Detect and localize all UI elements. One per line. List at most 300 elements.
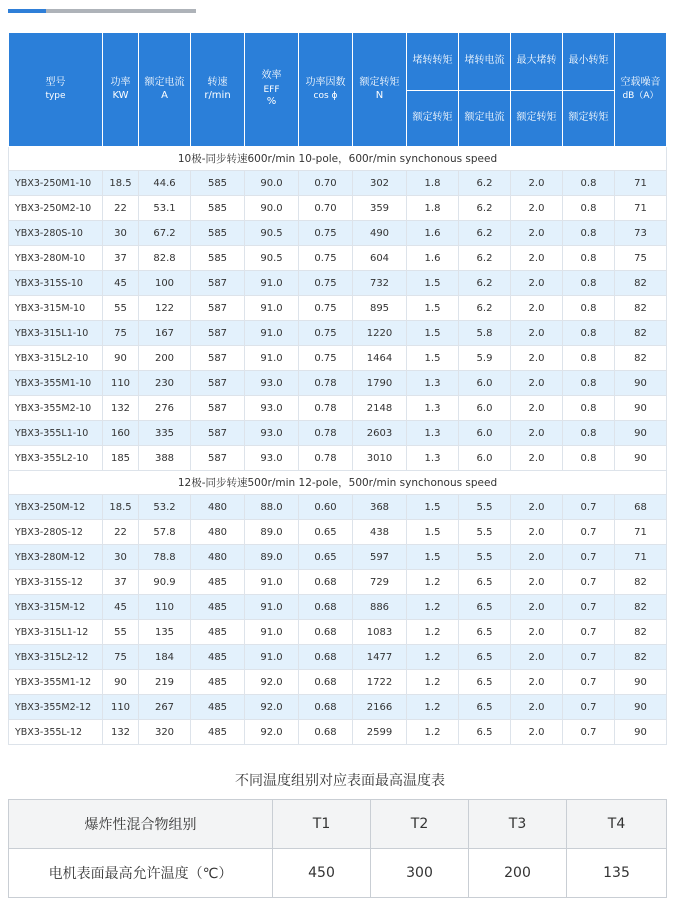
value-cell: 90 [103, 346, 139, 371]
value-cell: 90.5 [245, 221, 299, 246]
value-cell: 57.8 [139, 520, 191, 545]
model-cell: YBX3-355M1-12 [9, 670, 103, 695]
value-cell: 1722 [353, 670, 407, 695]
temp-cell: 电机表面最高允许温度（℃） [9, 849, 273, 898]
value-cell: 90 [615, 670, 667, 695]
value-cell: 0.8 [563, 246, 615, 271]
value-cell: 585 [191, 246, 245, 271]
value-cell: 895 [353, 296, 407, 321]
value-cell: 359 [353, 196, 407, 221]
decorative-top-bar [8, 8, 196, 14]
value-cell: 1.5 [407, 321, 459, 346]
value-cell: 1.2 [407, 595, 459, 620]
value-cell: 0.8 [563, 446, 615, 471]
value-cell: 1.3 [407, 421, 459, 446]
value-cell: 0.75 [299, 296, 353, 321]
value-cell: 2.0 [511, 421, 563, 446]
value-cell: 0.78 [299, 446, 353, 471]
value-cell: 1.5 [407, 296, 459, 321]
value-cell: 0.65 [299, 545, 353, 570]
temperature-table [8, 799, 667, 898]
table-row [9, 595, 667, 620]
value-cell: 18.5 [103, 171, 139, 196]
temp-cell: T3 [469, 800, 567, 849]
value-cell: 729 [353, 570, 407, 595]
table-row [9, 520, 667, 545]
value-cell: 2.0 [511, 595, 563, 620]
value-cell: 75 [103, 321, 139, 346]
value-cell: 0.68 [299, 670, 353, 695]
value-cell: 91.0 [245, 620, 299, 645]
value-cell: 587 [191, 446, 245, 471]
model-cell: YBX3-315S-10 [9, 271, 103, 296]
value-cell: 2.0 [511, 545, 563, 570]
value-cell: 71 [615, 545, 667, 570]
value-cell: 73 [615, 221, 667, 246]
model-cell: YBX3-280M-12 [9, 545, 103, 570]
value-cell: 587 [191, 346, 245, 371]
value-cell: 167 [139, 321, 191, 346]
model-cell: YBX3-250M-12 [9, 495, 103, 520]
value-cell: 0.8 [563, 371, 615, 396]
header-current: 额定电流 A [139, 33, 191, 147]
value-cell: 88.0 [245, 495, 299, 520]
value-cell: 90 [103, 670, 139, 695]
value-cell: 0.65 [299, 520, 353, 545]
value-cell: 2166 [353, 695, 407, 720]
value-cell: 89.0 [245, 545, 299, 570]
model-cell: YBX3-280S-10 [9, 221, 103, 246]
temp-cell: 135 [567, 849, 667, 898]
value-cell: 0.78 [299, 421, 353, 446]
value-cell: 30 [103, 221, 139, 246]
value-cell: 0.7 [563, 670, 615, 695]
value-cell: 2.0 [511, 196, 563, 221]
value-cell: 587 [191, 421, 245, 446]
header-power: 功率 KW [103, 33, 139, 147]
table-row [9, 371, 667, 396]
value-cell: 1.5 [407, 520, 459, 545]
value-cell: 6.5 [459, 595, 511, 620]
model-cell: YBX3-355L1-10 [9, 421, 103, 446]
value-cell: 485 [191, 570, 245, 595]
value-cell: 6.5 [459, 645, 511, 670]
value-cell: 368 [353, 495, 407, 520]
value-cell: 1790 [353, 371, 407, 396]
value-cell: 75 [615, 246, 667, 271]
value-cell: 2.0 [511, 246, 563, 271]
value-cell: 230 [139, 371, 191, 396]
value-cell: 490 [353, 221, 407, 246]
value-cell: 267 [139, 695, 191, 720]
header-locked-torque-ratio: 额定转矩 [407, 91, 459, 147]
value-cell: 91.0 [245, 570, 299, 595]
value-cell: 0.8 [563, 321, 615, 346]
value-cell: 82 [615, 296, 667, 321]
temp-cell: T1 [273, 800, 371, 849]
value-cell: 45 [103, 595, 139, 620]
value-cell: 6.5 [459, 620, 511, 645]
value-cell: 0.8 [563, 396, 615, 421]
value-cell: 2.0 [511, 695, 563, 720]
value-cell: 90 [615, 396, 667, 421]
accent-bar-gray [46, 9, 196, 13]
value-cell: 5.5 [459, 545, 511, 570]
temperature-value-row [9, 849, 667, 898]
value-cell: 2.0 [511, 296, 563, 321]
value-cell: 5.8 [459, 321, 511, 346]
value-cell: 90.0 [245, 171, 299, 196]
value-cell: 2.0 [511, 520, 563, 545]
value-cell: 68 [615, 495, 667, 520]
model-cell: YBX3-315L2-10 [9, 346, 103, 371]
model-cell: YBX3-315S-12 [9, 570, 103, 595]
value-cell: 37 [103, 570, 139, 595]
value-cell: 6.5 [459, 570, 511, 595]
model-cell: YBX3-280M-10 [9, 246, 103, 271]
value-cell: 587 [191, 396, 245, 421]
temperature-group-row [9, 800, 667, 849]
table-row [9, 171, 667, 196]
value-cell: 0.68 [299, 570, 353, 595]
value-cell: 0.60 [299, 495, 353, 520]
value-cell: 485 [191, 695, 245, 720]
value-cell: 2.0 [511, 371, 563, 396]
value-cell: 1083 [353, 620, 407, 645]
value-cell: 22 [103, 520, 139, 545]
value-cell: 1.5 [407, 271, 459, 296]
accent-bar-blue [8, 9, 46, 13]
value-cell: 100 [139, 271, 191, 296]
value-cell: 0.8 [563, 296, 615, 321]
value-cell: 0.7 [563, 720, 615, 745]
header-min-torque: 最小转矩 [563, 33, 615, 91]
value-cell: 0.70 [299, 171, 353, 196]
value-cell: 0.68 [299, 720, 353, 745]
value-cell: 0.7 [563, 595, 615, 620]
value-cell: 2.0 [511, 720, 563, 745]
value-cell: 5.9 [459, 346, 511, 371]
value-cell: 1.5 [407, 545, 459, 570]
value-cell: 485 [191, 645, 245, 670]
value-cell: 184 [139, 645, 191, 670]
value-cell: 0.7 [563, 545, 615, 570]
header-noise: 空载噪音 dB（A） [615, 33, 667, 147]
value-cell: 2.0 [511, 221, 563, 246]
table-row [9, 221, 667, 246]
table-row [9, 620, 667, 645]
table-row [9, 645, 667, 670]
value-cell: 302 [353, 171, 407, 196]
value-cell: 585 [191, 196, 245, 221]
value-cell: 2599 [353, 720, 407, 745]
value-cell: 2.0 [511, 321, 563, 346]
model-cell: YBX3-355L-12 [9, 720, 103, 745]
value-cell: 6.0 [459, 396, 511, 421]
value-cell: 587 [191, 271, 245, 296]
value-cell: 200 [139, 346, 191, 371]
value-cell: 91.0 [245, 271, 299, 296]
value-cell: 91.0 [245, 321, 299, 346]
value-cell: 22 [103, 196, 139, 221]
header-speed: 转速 r/min [191, 33, 245, 147]
value-cell: 91.0 [245, 645, 299, 670]
value-cell: 587 [191, 296, 245, 321]
value-cell: 6.2 [459, 171, 511, 196]
value-cell: 122 [139, 296, 191, 321]
value-cell: 110 [103, 695, 139, 720]
value-cell: 91.0 [245, 595, 299, 620]
table-row [9, 346, 667, 371]
value-cell: 6.0 [459, 421, 511, 446]
value-cell: 1.3 [407, 446, 459, 471]
value-cell: 0.75 [299, 271, 353, 296]
value-cell: 480 [191, 545, 245, 570]
value-cell: 0.68 [299, 695, 353, 720]
value-cell: 1.2 [407, 720, 459, 745]
value-cell: 185 [103, 446, 139, 471]
value-cell: 0.68 [299, 620, 353, 645]
value-cell: 82 [615, 620, 667, 645]
value-cell: 1.6 [407, 246, 459, 271]
value-cell: 6.5 [459, 720, 511, 745]
value-cell: 93.0 [245, 421, 299, 446]
value-cell: 1.6 [407, 221, 459, 246]
value-cell: 485 [191, 670, 245, 695]
temp-cell: 200 [469, 849, 567, 898]
value-cell: 219 [139, 670, 191, 695]
value-cell: 132 [103, 396, 139, 421]
value-cell: 135 [139, 620, 191, 645]
value-cell: 0.7 [563, 520, 615, 545]
value-cell: 6.2 [459, 221, 511, 246]
value-cell: 485 [191, 595, 245, 620]
value-cell: 44.6 [139, 171, 191, 196]
temperature-table-title: 不同温度组别对应表面最高温度表 [235, 773, 445, 789]
model-cell: YBX3-315L2-12 [9, 645, 103, 670]
spec-table-body [9, 147, 667, 745]
value-cell: 91.0 [245, 296, 299, 321]
value-cell: 2.0 [511, 495, 563, 520]
value-cell: 6.2 [459, 196, 511, 221]
table-row [9, 246, 667, 271]
value-cell: 90 [615, 720, 667, 745]
value-cell: 2.0 [511, 171, 563, 196]
table-row [9, 720, 667, 745]
value-cell: 90 [615, 371, 667, 396]
value-cell: 6.5 [459, 670, 511, 695]
value-cell: 1.3 [407, 371, 459, 396]
value-cell: 53.1 [139, 196, 191, 221]
table-row [9, 495, 667, 520]
model-cell: YBX3-315M-12 [9, 595, 103, 620]
value-cell: 3010 [353, 446, 407, 471]
table-row [9, 296, 667, 321]
value-cell: 1.5 [407, 495, 459, 520]
value-cell: 1.8 [407, 171, 459, 196]
header-locked-current: 堵转电流 [459, 33, 511, 91]
value-cell: 0.68 [299, 595, 353, 620]
value-cell: 587 [191, 321, 245, 346]
table-row [9, 695, 667, 720]
value-cell: 5.5 [459, 520, 511, 545]
model-cell: YBX3-355M2-10 [9, 396, 103, 421]
value-cell: 2.0 [511, 396, 563, 421]
value-cell: 585 [191, 171, 245, 196]
value-cell: 0.8 [563, 196, 615, 221]
model-cell: YBX3-250M2-10 [9, 196, 103, 221]
value-cell: 82 [615, 346, 667, 371]
value-cell: 1.2 [407, 670, 459, 695]
header-max-torque-ratio: 额定转矩 [511, 91, 563, 147]
value-cell: 2.0 [511, 670, 563, 695]
value-cell: 485 [191, 620, 245, 645]
value-cell: 110 [139, 595, 191, 620]
model-cell: YBX3-315L1-12 [9, 620, 103, 645]
value-cell: 18.5 [103, 495, 139, 520]
value-cell: 1.2 [407, 620, 459, 645]
value-cell: 0.78 [299, 371, 353, 396]
value-cell: 388 [139, 446, 191, 471]
value-cell: 0.7 [563, 495, 615, 520]
value-cell: 92.0 [245, 695, 299, 720]
header-eff: 效率 EFF % [245, 33, 299, 147]
model-cell: YBX3-315L1-10 [9, 321, 103, 346]
value-cell: 6.0 [459, 446, 511, 471]
value-cell: 82 [615, 570, 667, 595]
value-cell: 71 [615, 196, 667, 221]
value-cell: 886 [353, 595, 407, 620]
value-cell: 53.2 [139, 495, 191, 520]
value-cell: 480 [191, 495, 245, 520]
header-max-torque: 最大堵转 [511, 33, 563, 91]
value-cell: 1220 [353, 321, 407, 346]
value-cell: 0.8 [563, 346, 615, 371]
header-torque: 额定转矩 N [353, 33, 407, 147]
model-cell: YBX3-355M1-10 [9, 371, 103, 396]
value-cell: 2.0 [511, 570, 563, 595]
value-cell: 0.75 [299, 221, 353, 246]
value-cell: 1.8 [407, 196, 459, 221]
temp-cell: T4 [567, 800, 667, 849]
table-row [9, 570, 667, 595]
temp-cell: 爆炸性混合物组别 [9, 800, 273, 849]
value-cell: 0.8 [563, 171, 615, 196]
value-cell: 0.75 [299, 246, 353, 271]
value-cell: 6.0 [459, 371, 511, 396]
header-min-torque-ratio: 额定转矩 [563, 91, 615, 147]
value-cell: 0.8 [563, 221, 615, 246]
value-cell: 0.68 [299, 645, 353, 670]
value-cell: 276 [139, 396, 191, 421]
value-cell: 438 [353, 520, 407, 545]
value-cell: 585 [191, 221, 245, 246]
value-cell: 0.70 [299, 196, 353, 221]
value-cell: 45 [103, 271, 139, 296]
value-cell: 597 [353, 545, 407, 570]
value-cell: 92.0 [245, 670, 299, 695]
value-cell: 91.0 [245, 346, 299, 371]
value-cell: 6.5 [459, 695, 511, 720]
value-cell: 480 [191, 520, 245, 545]
value-cell: 2148 [353, 396, 407, 421]
value-cell: 0.7 [563, 695, 615, 720]
section-label-10-pole: 10极-同步转速600r/min 10-pole，600r/min synchonous speed [9, 147, 667, 171]
value-cell: 90.5 [245, 246, 299, 271]
section-row-10-pole [9, 147, 667, 171]
value-cell: 2.0 [511, 346, 563, 371]
value-cell: 90.0 [245, 196, 299, 221]
value-cell: 2603 [353, 421, 407, 446]
value-cell: 78.8 [139, 545, 191, 570]
value-cell: 82 [615, 595, 667, 620]
value-cell: 110 [103, 371, 139, 396]
value-cell: 1464 [353, 346, 407, 371]
value-cell: 93.0 [245, 446, 299, 471]
model-cell: YBX3-280S-12 [9, 520, 103, 545]
value-cell: 6.2 [459, 296, 511, 321]
value-cell: 90 [615, 695, 667, 720]
value-cell: 90 [615, 421, 667, 446]
model-cell: YBX3-250M1-10 [9, 171, 103, 196]
value-cell: 2.0 [511, 645, 563, 670]
value-cell: 55 [103, 620, 139, 645]
header-pf: 功率因数 cos ϕ [299, 33, 353, 147]
section-label-12-pole: 12极-同步转速500r/min 12-pole，500r/min synchonous speed [9, 471, 667, 495]
value-cell: 71 [615, 520, 667, 545]
value-cell: 604 [353, 246, 407, 271]
model-cell: YBX3-355M2-12 [9, 695, 103, 720]
value-cell: 5.5 [459, 495, 511, 520]
value-cell: 1.3 [407, 396, 459, 421]
value-cell: 0.7 [563, 620, 615, 645]
header-locked-current-ratio: 额定电流 [459, 91, 511, 147]
table-row [9, 421, 667, 446]
value-cell: 0.75 [299, 346, 353, 371]
value-cell: 1.5 [407, 346, 459, 371]
value-cell: 1477 [353, 645, 407, 670]
value-cell: 0.8 [563, 271, 615, 296]
value-cell: 587 [191, 371, 245, 396]
section-row-12-pole [9, 471, 667, 495]
value-cell: 82 [615, 271, 667, 296]
value-cell: 6.2 [459, 271, 511, 296]
value-cell: 132 [103, 720, 139, 745]
value-cell: 93.0 [245, 371, 299, 396]
value-cell: 1.2 [407, 645, 459, 670]
table-row [9, 545, 667, 570]
table-row [9, 670, 667, 695]
value-cell: 30 [103, 545, 139, 570]
value-cell: 2.0 [511, 271, 563, 296]
temp-cell: T2 [371, 800, 469, 849]
value-cell: 732 [353, 271, 407, 296]
value-cell: 160 [103, 421, 139, 446]
value-cell: 320 [139, 720, 191, 745]
value-cell: 0.8 [563, 421, 615, 446]
value-cell: 0.75 [299, 321, 353, 346]
value-cell: 0.7 [563, 645, 615, 670]
value-cell: 89.0 [245, 520, 299, 545]
table-row [9, 271, 667, 296]
value-cell: 2.0 [511, 446, 563, 471]
value-cell: 0.7 [563, 570, 615, 595]
temp-cell: 450 [273, 849, 371, 898]
table-row [9, 196, 667, 221]
model-cell: YBX3-355L2-10 [9, 446, 103, 471]
value-cell: 55 [103, 296, 139, 321]
value-cell: 93.0 [245, 396, 299, 421]
